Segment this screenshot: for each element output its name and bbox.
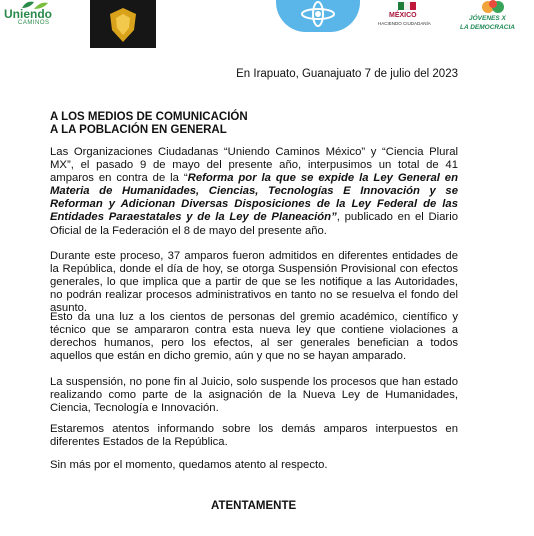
jovenes-democracia-logo <box>456 0 532 38</box>
democracia-wordmark: LA DEMOCRACIA <box>460 24 516 31</box>
paragraph1-post: , publicado en el Diario Oficial de la Federación el 8 de mayo del presente año. <box>50 211 458 237</box>
lion-head-icon <box>90 0 156 48</box>
paragraph-juicio: La suspensión, no pone fin al Juicio, solo suspende los procesos que han estado realizando como parte de la asignación de la Nueva Ley de Humanidades, Ciencia, Tecnología e Innovación. <box>50 376 458 415</box>
lion-emblem-logo <box>90 0 156 48</box>
logo-strip <box>0 0 534 52</box>
mexico-wordmark: MÉXICO <box>389 12 417 19</box>
date-line: En Irapuato, Guanajuato 7 de julio del 2023 <box>236 68 458 80</box>
heading-line-1: A LOS MEDIOS DE COMUNICACIÓN <box>50 111 248 123</box>
paragraph-suspension: Durante este proceso, 37 amparos fueron admitidos en diferentes entidades de la República, donde el día de hoy, se otorga Suspensión Provisional con efectos generales, lo que implica que a partir de que se les notifique a las Autoridades, no podrán realizar procesos administrativos en tanto no se resuelva el fondo del asunto. <box>50 250 458 315</box>
uniendo-wordmark: Uniendo <box>4 7 52 21</box>
paragraph-atentos: Estaremos atentos informando sobre los demás amparos interpuestos en diferentes Estados de la República. <box>50 423 458 449</box>
atom-icon <box>276 0 360 32</box>
paragraph-despedida: Sin más por el momento, quedamos atento al respecto. <box>50 459 328 471</box>
paragraph1-pre: Las Organizaciones Ciudadanas “Uniendo Caminos México” y “Ciencia Plural MX”, el pasado 9 de mayo del presente año, interpusimos un total de 41 amparos en contra de la “ <box>50 146 458 185</box>
ciencia-plural-logo <box>276 0 360 32</box>
hands-icon <box>456 0 532 16</box>
jovenes-wordmark: JÓVENES X <box>469 15 506 22</box>
haciendo-ciudadania-wordmark: HACIENDO CIUDADANÍA <box>378 21 431 26</box>
mexico-ciudadania-logo <box>378 4 438 36</box>
closing-signoff: ATENTAMENTE <box>211 500 297 512</box>
flag-icon <box>378 2 438 12</box>
paragraph-gremio: Esto da una luz a los cientos de personas del gremio académico, científico y técnico que se ampararon contra esta nueva ley que contiene violaciones a derechos humanos, pero los efectos, al ser generales benefician a todos aquellos que están en dicho gremio, aún y que no se hayan amparado. <box>50 311 458 363</box>
addressee-heading <box>50 111 248 137</box>
caminos-wordmark: CAMINOS <box>18 20 50 26</box>
reform-title: Reforma por la que se expide la Ley General en Materia de Humanidades, Ciencias, Tecnologías E Innovación y se Reforman y Adicionan Diversas Disposiciones de la Ley Federal de las Entidades Paraestatales y de la Ley de Planeación” <box>50 172 458 224</box>
heading-line-2: A LA POBLACIÓN EN GENERAL <box>50 124 227 136</box>
uniendo-caminos-logo <box>4 0 74 30</box>
paragraph-amparos <box>50 146 458 238</box>
